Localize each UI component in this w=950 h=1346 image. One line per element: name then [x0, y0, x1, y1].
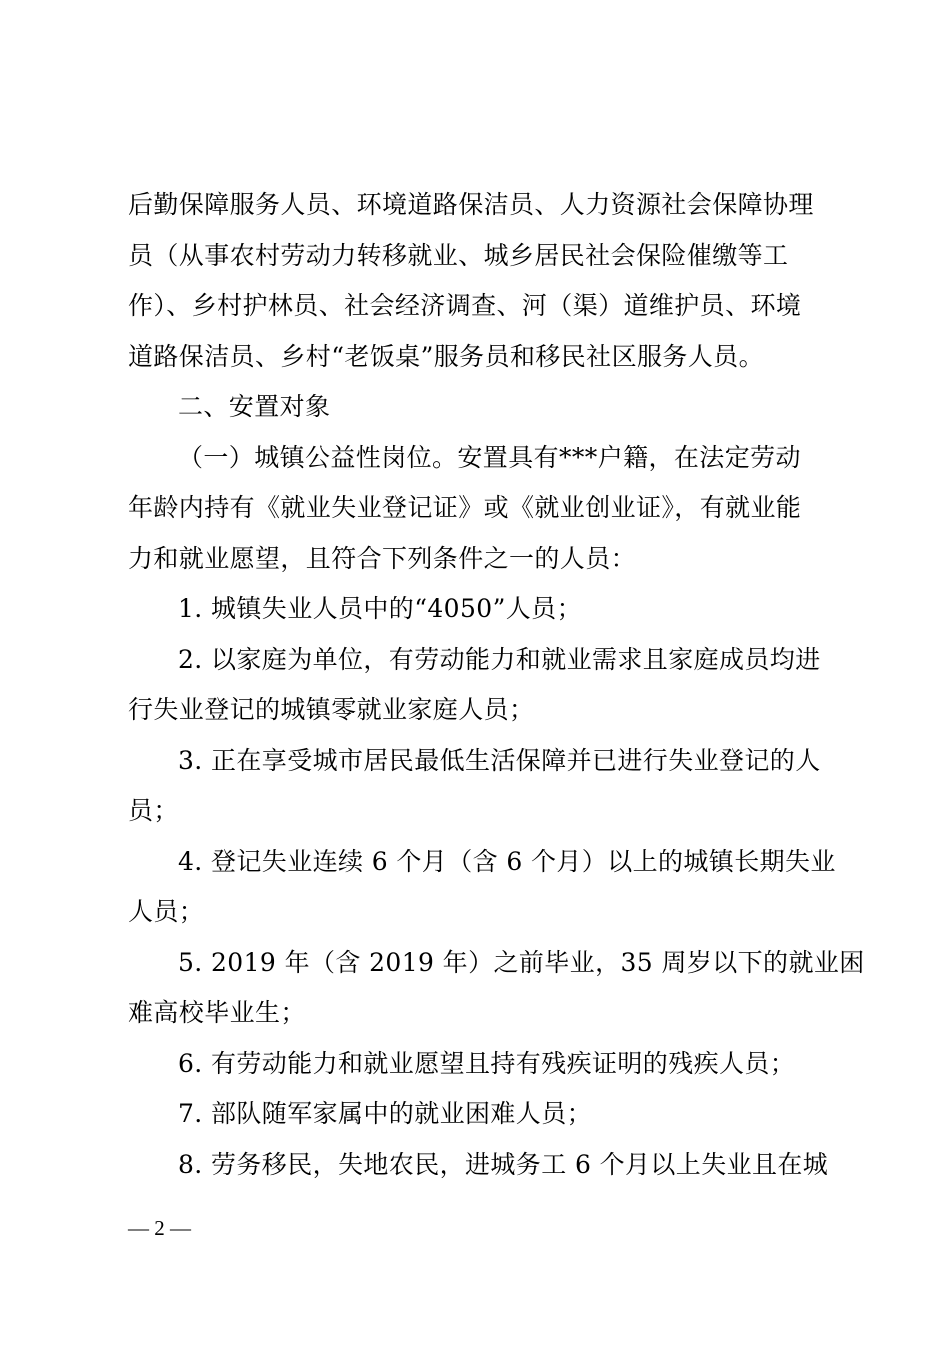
- list-item: 6. 有劳动能力和就业愿望且持有残疾证明的残疾人员；: [178, 1048, 796, 1078]
- page-number: — 2 —: [128, 1216, 191, 1240]
- section-heading: 二、安置对象: [178, 392, 331, 421]
- paragraph-line: （一）城镇公益性岗位。安置具有***户籍，在法定劳动: [178, 442, 801, 472]
- list-item: 5. 2019 年（含 2019 年）之前毕业，35 周岁以下的就业困: [178, 947, 865, 977]
- list-item: 4. 登记失业连续 6 个月（含 6 个月）以上的城镇长期失业: [178, 846, 836, 876]
- list-item: 1. 城镇失业人员中的“4050”人员；: [178, 594, 582, 623]
- paragraph-line: 力和就业愿望，且符合下列条件之一的人员：: [128, 543, 637, 573]
- paragraph-line: 员（从事农村劳动力转移就业、城乡居民社会保险催缴等工: [128, 240, 789, 270]
- list-item: 2. 以家庭为单位，有劳动能力和就业需求且家庭成员均进: [178, 644, 821, 674]
- list-item-continuation: 人员；: [128, 897, 205, 926]
- list-item-continuation: 行失业登记的城镇零就业家庭人员；: [128, 695, 535, 724]
- paragraph-line: 年龄内持有《就业失业登记证》或《就业创业证》，有就业能: [128, 493, 802, 522]
- paragraph-line: 道路保洁员、乡村“老饭桌”服务员和移民社区服务人员。: [128, 341, 764, 371]
- document-body: [128, 180, 865, 1190]
- list-item: 3. 正在享受城市居民最低生活保障并已进行失业登记的人: [178, 745, 821, 775]
- paragraph-line: 后勤保障服务人员、环境道路保洁员、人力资源社会保障协理: [128, 190, 814, 219]
- list-item-continuation: 员；: [128, 796, 179, 825]
- list-item: 8. 劳务移民，失地农民，进城务工 6 个月以上失业且在城: [178, 1149, 829, 1179]
- list-item-continuation: 难高校毕业生；: [128, 998, 306, 1027]
- list-item: 7. 部队随军家属中的就业困难人员；: [178, 1099, 593, 1128]
- paragraph-line: 作）、乡村护林员、社会经济调查、河（渠）道维护员、环境: [128, 291, 802, 320]
